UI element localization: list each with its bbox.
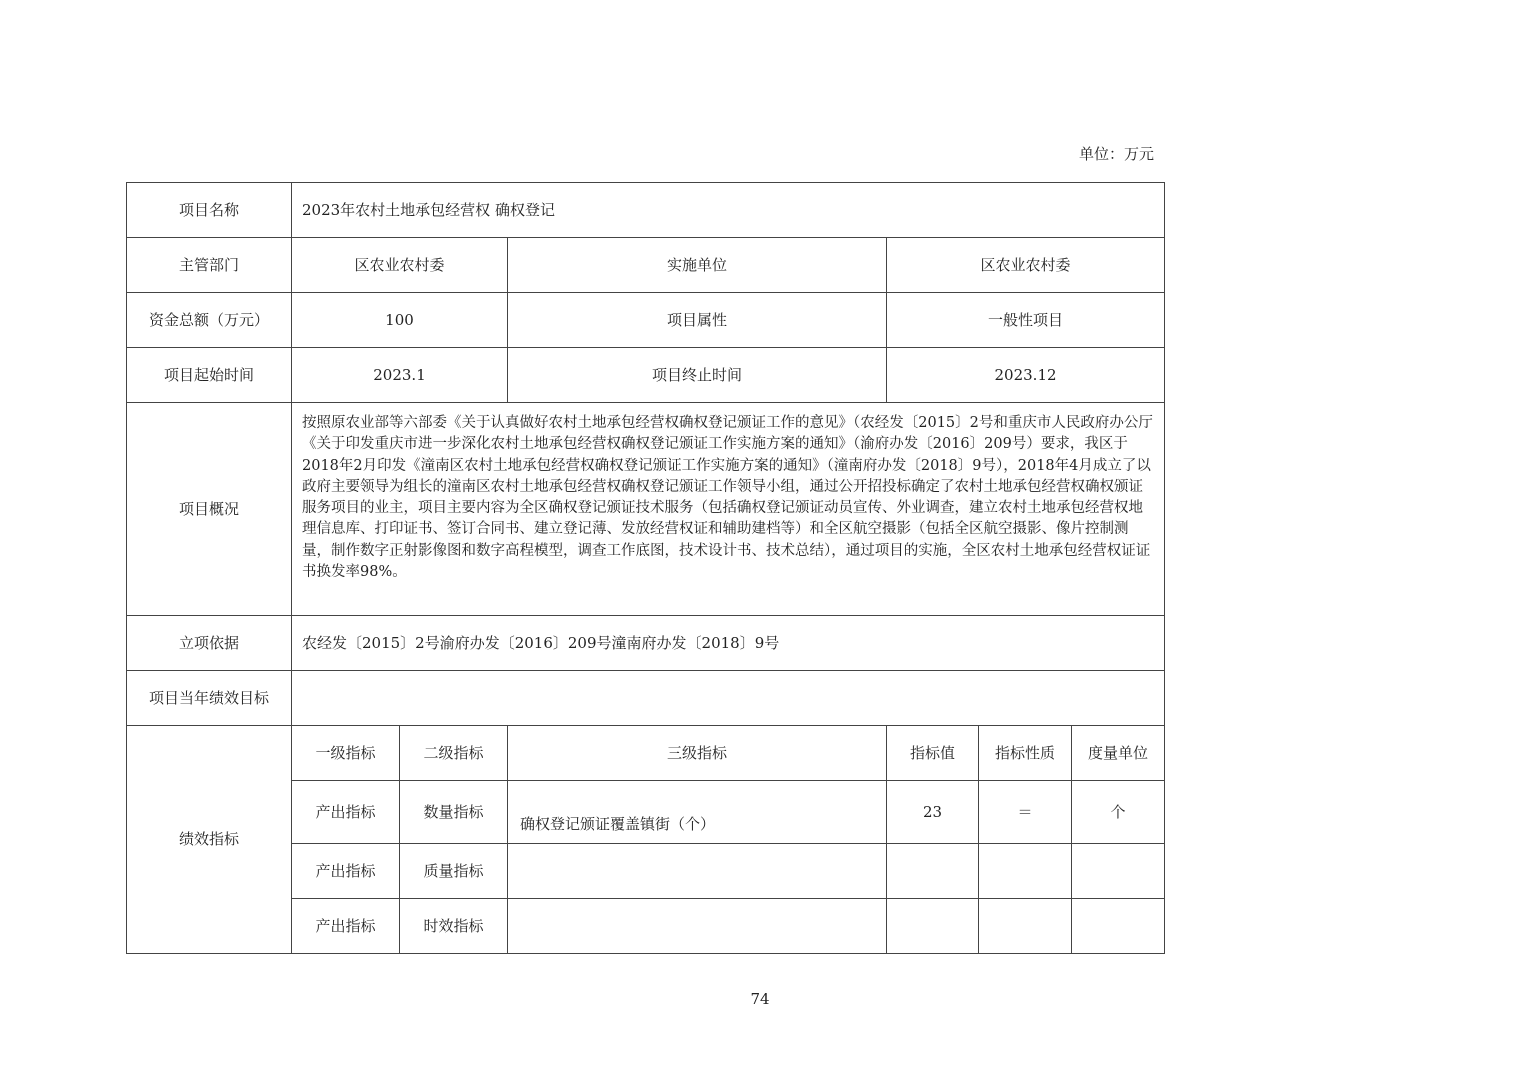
level1-cell: 产出指标 <box>292 844 400 899</box>
level3-cell <box>508 844 887 899</box>
indicator-nature-cell: ＝ <box>979 781 1072 844</box>
implementing-unit-value: 区农业农村委 <box>887 238 1165 293</box>
project-attribute-label: 项目属性 <box>508 293 887 348</box>
funding-value: 100 <box>292 293 508 348</box>
row-project-name <box>127 183 1165 238</box>
level2-cell: 时效指标 <box>400 899 508 954</box>
level3-cell: 确权登记颁证覆盖镇街（个） <box>508 781 887 844</box>
indicator-nature-cell <box>979 899 1072 954</box>
department-value: 区农业农村委 <box>292 238 508 293</box>
row-overview <box>127 403 1165 616</box>
overview-label: 项目概况 <box>127 403 292 616</box>
row-dates <box>127 348 1165 403</box>
row-performance-header <box>127 726 1165 781</box>
measure-unit-cell <box>1072 899 1165 954</box>
row-basis <box>127 616 1165 671</box>
department-label: 主管部门 <box>127 238 292 293</box>
row-department <box>127 238 1165 293</box>
header-unit: 度量单位 <box>1072 726 1165 781</box>
basis-value: 农经发〔2015〕2号渝府办发〔2016〕209号潼南府办发〔2018〕9号 <box>292 616 1165 671</box>
header-level1: 一级指标 <box>292 726 400 781</box>
measure-unit-cell: 个 <box>1072 781 1165 844</box>
page-number: 74 <box>750 990 770 1008</box>
overview-text: 按照原农业部等六部委《关于认真做好农村土地承包经营权确权登记颁证工作的意见》（农经发〔2015〕2号和重庆市人民政府办公厅《关于印发重庆市进一步深化农村土地承包经营权确权登记颁证工作实施方案的通知》（渝府办发〔2016〕209号）要求，我区于2018年2月印发《潼南区农村土地承包经营权确权登记颁证工作实施方案的通知》（潼南府办发〔2018〕9号），2018年4月成立了以政府主要领导为组长的潼南区农村土地承包经营权确权登记颁证工作领导小组，通过公开招投标确定了农村土地承包经营权确权颁证服务项目的业主，项目主要内容为全区确权登记颁证技术服务（包括确权登记颁证动员宣传、外业调查，建立农村土地承包经营权地理信息库、打印证书、签订合同书、建立登记薄、发放经营权证和辅助建档等）和全区航空摄影（包括全区航空摄影、像片控制测量，制作数字正射影像图和数字高程模型，调查工作底图，技术设计书、技术总结），通过项目的实施，全区农村土地承包经营权证证书换发率98%。 <box>292 403 1165 616</box>
level1-cell: 产出指标 <box>292 899 400 954</box>
level2-cell: 质量指标 <box>400 844 508 899</box>
indicator-nature-cell <box>979 844 1072 899</box>
project-attribute-value: 一般性项目 <box>887 293 1165 348</box>
level2-cell: 数量指标 <box>400 781 508 844</box>
project-performance-table <box>126 182 1165 954</box>
header-nature: 指标性质 <box>979 726 1072 781</box>
header-level2: 二级指标 <box>400 726 508 781</box>
performance-label: 绩效指标 <box>127 726 292 954</box>
project-name-label: 项目名称 <box>127 183 292 238</box>
end-date-label: 项目终止时间 <box>508 348 887 403</box>
measure-unit-cell <box>1072 844 1165 899</box>
header-level3: 三级指标 <box>508 726 887 781</box>
header-value: 指标值 <box>887 726 979 781</box>
indicator-value-cell <box>887 844 979 899</box>
end-date-value: 2023.12 <box>887 348 1165 403</box>
level1-cell: 产出指标 <box>292 781 400 844</box>
level3-cell <box>508 899 887 954</box>
indicator-value-cell: 23 <box>887 781 979 844</box>
start-date-label: 项目起始时间 <box>127 348 292 403</box>
indicator-value-cell <box>887 899 979 954</box>
basis-label: 立项依据 <box>127 616 292 671</box>
row-funding <box>127 293 1165 348</box>
unit-label: 单位：万元 <box>1078 145 1154 163</box>
row-annual-goal <box>127 671 1165 726</box>
start-date-value: 2023.1 <box>292 348 508 403</box>
annual-goal-value <box>292 671 1165 726</box>
annual-goal-label: 项目当年绩效目标 <box>127 671 292 726</box>
implementing-unit-label: 实施单位 <box>508 238 887 293</box>
funding-label: 资金总额（万元） <box>127 293 292 348</box>
project-name-value: 2023年农村土地承包经营权 确权登记 <box>292 183 1165 238</box>
